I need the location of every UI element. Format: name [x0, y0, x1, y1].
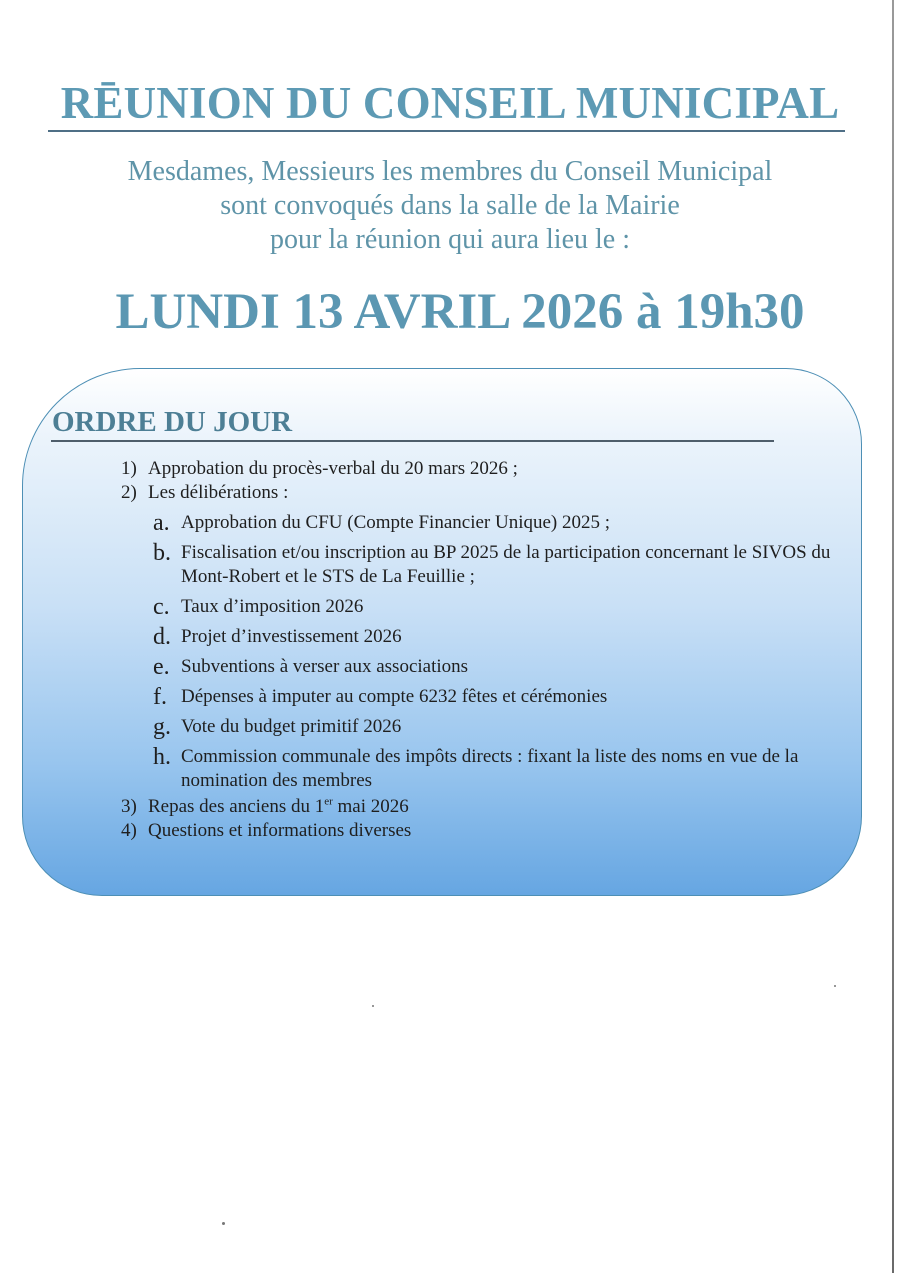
agenda-subitem-g	[153, 715, 862, 739]
agenda-item-1	[121, 457, 862, 481]
subitem-letter: h.	[153, 744, 171, 770]
subitem-text: Subventions à verser aux associations	[181, 656, 469, 677]
subitem-text: Taux d’imposition 2026	[181, 596, 364, 617]
subitem-text: Vote du budget primitif 2026	[181, 716, 402, 737]
intro-line-2: sont convoqués dans la salle de la Mairie	[220, 190, 680, 221]
agenda-item-text: Questions et informations diverses	[148, 820, 412, 841]
agenda-subitem-f	[153, 685, 862, 709]
agenda-list	[23, 457, 862, 843]
intro-text	[0, 155, 900, 257]
subitem-text: Projet d’investissement 2026	[181, 626, 402, 647]
subitem-letter: d.	[153, 624, 171, 650]
scan-speck	[222, 1222, 225, 1225]
agenda-item-3	[121, 795, 862, 819]
intro-line-3: pour la réunion qui aura lieu le :	[270, 224, 630, 255]
title-underline	[48, 130, 845, 132]
subitem-text: Dépenses à imputer au compte 6232 fêtes et cérémonies	[181, 686, 608, 707]
agenda-item-number: 2)	[121, 482, 137, 503]
agenda-item-4	[121, 819, 862, 843]
agenda-subitem-c	[153, 595, 862, 619]
meeting-date: LUNDI 13 AVRIL 2026 à 19h30	[115, 284, 805, 340]
subitem-letter: f.	[153, 684, 167, 710]
subitem-letter: b.	[153, 540, 171, 566]
intro-line-1: Mesdames, Messieurs les membres du Conseil Municipal	[127, 156, 773, 187]
subitem-text: Approbation du CFU (Compte Financier Unique) 2025 ;	[181, 512, 611, 533]
agenda-item-text: Les délibérations :	[148, 482, 289, 503]
scan-speck	[834, 985, 836, 987]
agenda-subitem-e	[153, 655, 862, 679]
subitem-letter: c.	[153, 594, 170, 620]
subitem-letter: g.	[153, 714, 171, 740]
scan-speck	[372, 1005, 374, 1007]
subitem-text: Fiscalisation et/ou inscription au BP 2025 de la participation concernant le SIVOS du Mont-Robert et le STS de La Feuillie ;	[181, 542, 831, 587]
agenda-subitem-b	[153, 541, 862, 589]
agenda-item-text-end: mai 2026	[332, 796, 409, 817]
page-title: RĒUNION DU CONSEIL MUNICIPAL	[60, 78, 840, 128]
agenda-box	[22, 368, 862, 896]
agenda-subitem-d	[153, 625, 862, 649]
subitem-letter: a.	[153, 510, 170, 536]
agenda-item-number: 3)	[121, 796, 137, 817]
agenda-item-text: Approbation du procès-verbal du 20 mars 2026 ;	[148, 458, 518, 479]
agenda-heading: ORDRE DU JOUR	[52, 406, 293, 438]
agenda-heading-underline	[51, 440, 774, 442]
agenda-subitem-a	[153, 511, 862, 535]
agenda-item-2	[121, 481, 862, 505]
agenda-item-number: 4)	[121, 820, 137, 841]
subitem-text: Commission communale des impôts directs : fixant la liste des noms en vue de la nomination des membres	[181, 746, 799, 791]
agenda-subitem-h	[153, 745, 862, 793]
subitem-letter: e.	[153, 654, 170, 680]
ordinal-superscript: er	[324, 795, 333, 808]
agenda-item-text-start: Repas des anciens du 1	[148, 796, 325, 817]
agenda-item-number: 1)	[121, 458, 137, 479]
